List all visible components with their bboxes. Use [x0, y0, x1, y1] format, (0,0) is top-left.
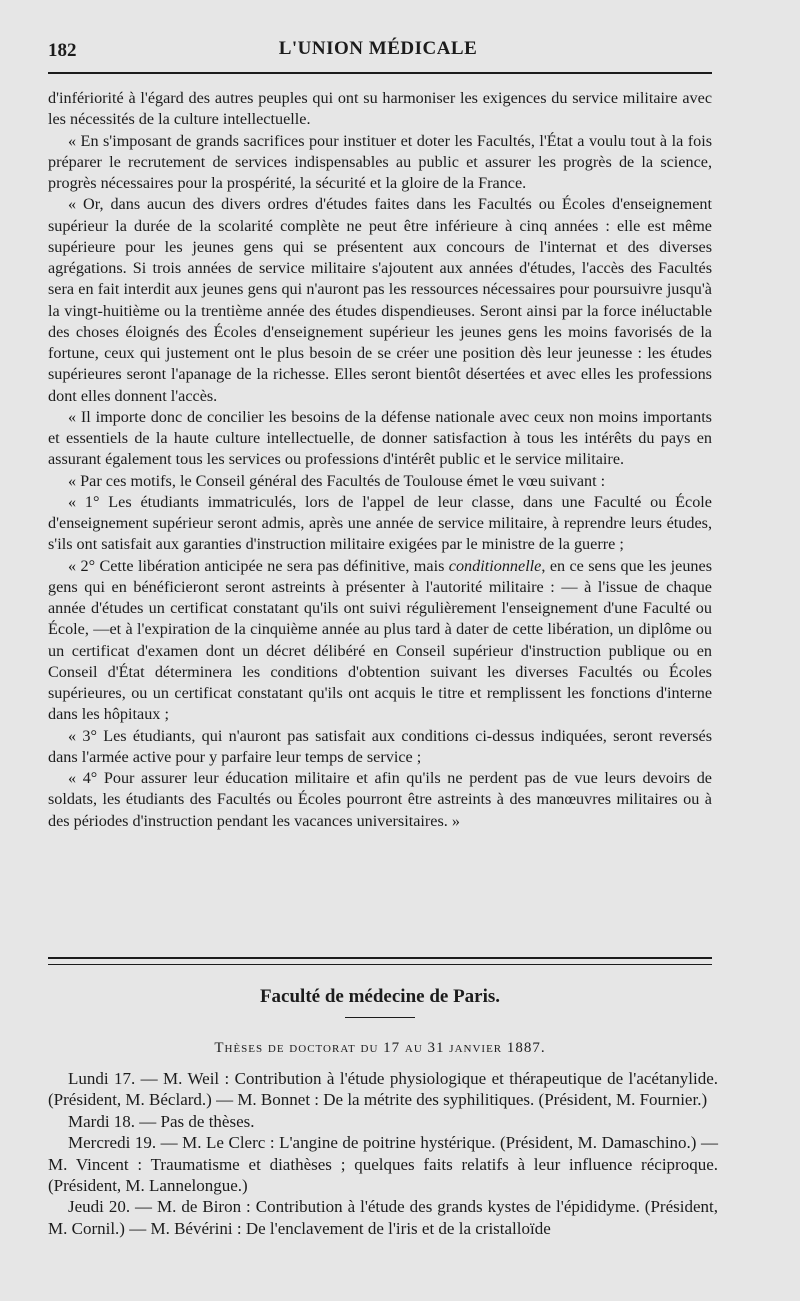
theses-list: [48, 1068, 718, 1239]
paragraph: « 1° Les étudiants immatriculés, lors de l'appel de leur classe, dans une Faculté ou École d'enseignement supérieur seront admis, après une année de service militaire, à reprendre leurs études, s'ils ont satisfait aux garanties d'instruction militaire exigées par le ministre de la guerre ;: [48, 492, 712, 554]
page-header: [48, 38, 708, 68]
paragraph: « 3° Les étudiants, qui n'auront pas satisfait aux conditions ci-dessus indiquées, seront reversés dans l'armée active pour y parfaire leur temps de service ;: [48, 726, 712, 766]
paragraph: « 4° Pour assurer leur éducation militaire et afin qu'ils ne perdent pas de vue leurs devoirs de soldats, les étudiants des Facultés ou Écoles pourront être astreints à des manœuvres militaires ou à des périodes d'instruction pendant les vacances universitaires. »: [48, 769, 712, 830]
thesis-entry: Mardi 18. — Pas de thèses.: [68, 1111, 255, 1131]
title-underline: [345, 1017, 415, 1018]
header-rule: [48, 72, 712, 74]
thesis-entry: Lundi 17. — M. Weil : Contribution à l'étude physiologique et thérapeutique de l'acétanylide. (Président, M. Béclard.) — M. Bonnet : De la métrite des syphilitiques. (Président, M. Fournier.): [48, 1069, 718, 1110]
paragraph: [48, 556, 712, 726]
paragraph: « Il importe donc de concilier les besoins de la défense nationale avec ceux non moins importants et essentiels de la haute culture intellectuelle, de donner satisfaction à tous les intérêts du pays en assurant également tous les services ou professions d'intérêt public et le service militaire.: [48, 407, 712, 469]
article-body: [48, 88, 712, 832]
running-title: L'UNION MÉDICALE: [278, 38, 478, 59]
paragraph-text: , en ce sens que les jeunes gens qui en bénéficieront seront astreints à présenter à l'autorité militaire : — à l'issue de chaque année d'études un certificat constatant qu'ils ont suivi régulièrement l'enseignement d'une Faculté ou École, —et à l'expiration de la cinquième année au plus tard à dater de cette libération, un diplôme ou un certificat d'examen dont un décret délibéré en Conseil supérieur d'instruction publique ou en Conseil d'État déterminera les conditions d'obtention suivant les diverses Facultés ou Écoles supérieures, ou un certificat constatant qu'ils ont acquis le titre et remplissent les fonctions d'interne dans les hôpitaux ;: [48, 556, 713, 724]
subsection-title: Thèses de doctorat du 17 au 31 janvier 1887.: [214, 1040, 546, 1056]
section-divider: [48, 957, 712, 965]
paragraph: d'infériorité à l'égard des autres peuples qui ont su harmoniser les exigences du service militaire avec les nécessités de la culture intellectuelle.: [48, 89, 712, 129]
section-title: Faculté de médecine de Paris.: [259, 986, 501, 1007]
thesis-entry: Mercredi 19. — M. Le Clerc : L'angine de poitrine hystérique. (Président, M. Damaschino.) — M. Vincent : Traumatisme et diathèses ; quelques faits relatifs à leur influence réciproque. (Président, M. Lannelongue.): [48, 1133, 718, 1196]
italic-term: conditionnelle: [448, 556, 542, 575]
paragraph: « En s'imposant de grands sacrifices pour instituer et doter les Facultés, l'État a voulu tout à la fois préparer le recrutement de services indispensables au public et assurer les progrès de la science, progrès nécessaires pour la prospérité, la sécurité et la gloire de la France.: [48, 131, 712, 192]
paragraph: « Par ces motifs, le Conseil général des Facultés de Toulouse émet le vœu suivant :: [68, 471, 606, 490]
paragraph: « Or, dans aucun des divers ordres d'études faites dans les Facultés ou Écoles d'enseignement supérieur la durée de la scolarité complète ne peut être inférieure à cinq années : elle est même supérieure pour les jeunes gens qui se présentent aux concours de l'internat et des diverses agrégations. Si trois années de service militaire s'ajoutent aux années d'études, l'accès des Facultés sera en fait interdit aux jeunes gens qui n'auront pas les ressources nécessaires pour poursuivre jusqu'à la vingt-huitième ou la trentième année des études dispendieuses. Seront ainsi par la force inéluctable des choses éloignés des Écoles d'enseignement supérieur les jeunes gens les moins favorisés de la fortune, ceux qui justement ont le plus besoin de se créer une position dès leur jeunesse : les études supérieures seront l'apanage de la richesse. Elles seront bientôt désertées et avec elles les professions dont elles donnent l'accès.: [48, 195, 712, 405]
thesis-entry: Jeudi 20. — M. de Biron : Contribution à l'étude des grands kystes de l'épididyme. (Président, M. Cornil.) — M. Bévérini : De l'enclavement de l'iris et de la cristalloïde: [48, 1197, 718, 1238]
page-number: 182: [48, 40, 77, 61]
paragraph-text: « 2° Cette libération anticipée ne sera pas définitive, mais: [68, 556, 449, 575]
